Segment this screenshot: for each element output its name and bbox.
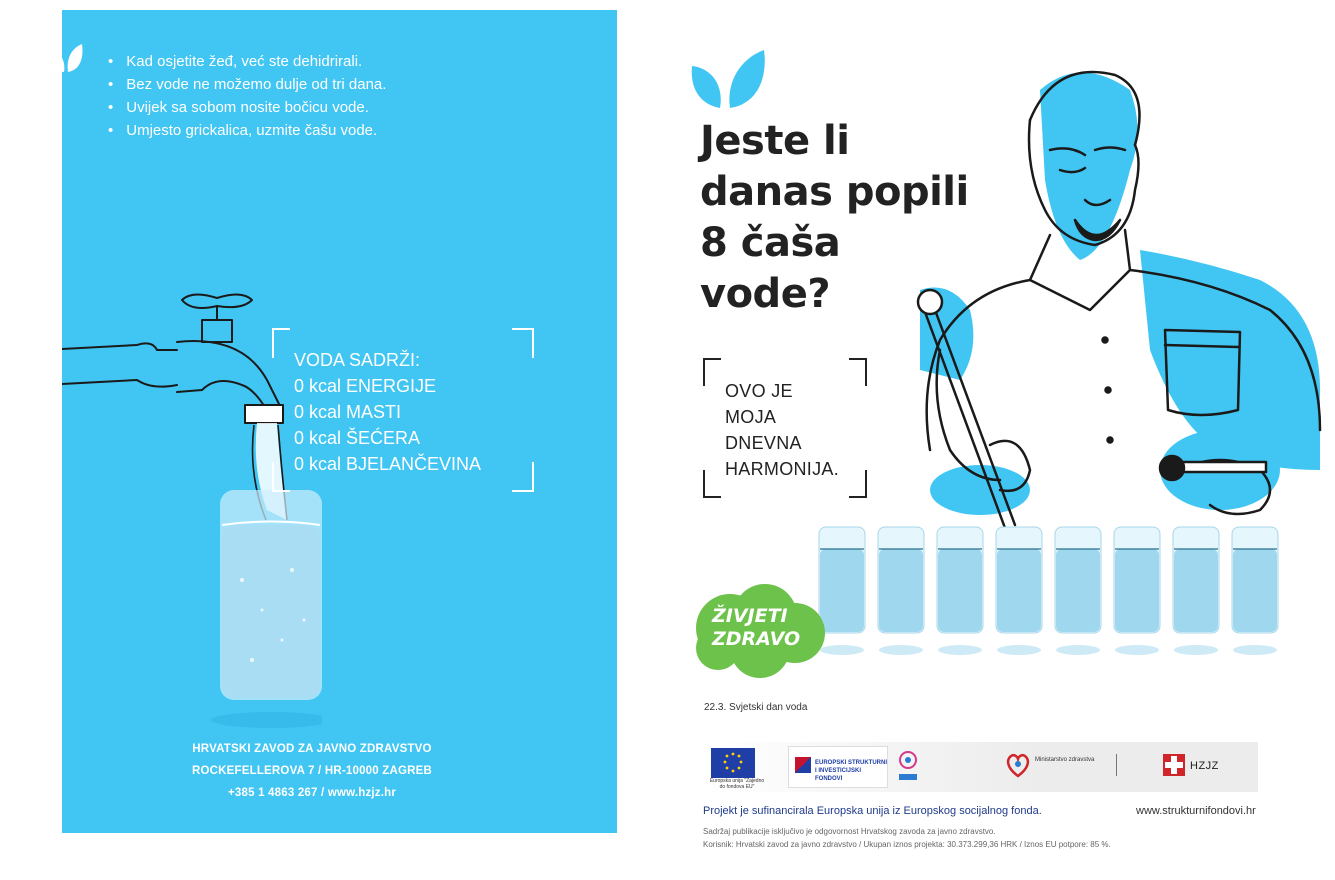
tip-item: • Bez vode ne možemo dulje od tri dana.	[108, 73, 386, 96]
disclaimer-line: Korisnik: Hrvatski zavod za javno zdravstvo / Ukupan iznos projekta: 30.373.299,36 HRK / Iznos EU potpore: 85 %.	[703, 840, 1111, 849]
nutrition-facts	[294, 347, 481, 477]
water-glass-icon	[1114, 527, 1160, 655]
esif-logo	[788, 746, 888, 788]
water-glass-icon	[996, 527, 1042, 655]
org-name: HRVATSKI ZAVOD ZA JAVNO ZDRAVSTVO	[192, 743, 432, 755]
quote-line: MOJA	[725, 407, 777, 427]
nutrition-line: 0 kcal BJELANČEVINA	[294, 454, 482, 474]
nutrition-line: 0 kcal ENERGIJE	[294, 376, 437, 396]
campaign-line: ŽIVJETI	[712, 605, 788, 627]
org-phone: +385 1 4863 267 /	[227, 787, 328, 799]
cofunding-statement: Projekt je sufinancirala Europska unija iz Europskog socijalnog fonda.	[703, 805, 1042, 817]
hydration-tips-list	[108, 50, 386, 142]
headline-line: 8 čaša	[700, 220, 841, 266]
water-glass-icon	[1232, 527, 1278, 655]
water-glass-icon	[878, 527, 924, 655]
water-glass-icon	[1173, 527, 1219, 655]
hzjz-logo-text: HZJZ	[1190, 760, 1219, 772]
partner-logo-strip	[703, 742, 1258, 792]
ministry-heart-icon	[1005, 752, 1031, 778]
quote-line: HARMONIJA.	[725, 459, 840, 479]
org-phone-line	[162, 782, 462, 804]
hzjz-cross-icon	[1163, 754, 1185, 776]
ministry-name: Ministarstvo zdravstva	[1035, 757, 1095, 763]
headline-line: Jeste li	[700, 118, 850, 164]
headline-line: vode?	[700, 271, 831, 317]
eu-flag-icon	[711, 748, 755, 778]
logo-divider	[1116, 754, 1117, 776]
project-mark-icon	[895, 748, 921, 784]
publication-disclaimer	[703, 825, 1111, 851]
org-website-link[interactable]: www.hzjz.hr	[327, 787, 397, 799]
quote-line: OVO JE	[725, 381, 793, 401]
harmony-quote	[725, 378, 839, 482]
tip-item: • Uvijek sa sobom nosite bočicu vode.	[108, 96, 386, 119]
org-contact-block	[162, 738, 462, 804]
esif-line: I INVESTICIJSKI FONDOVI	[815, 768, 862, 782]
water-glass-icon	[937, 527, 983, 655]
water-glass-icon	[1055, 527, 1101, 655]
structural-funds-link[interactable]: www.strukturnifondovi.hr	[1136, 805, 1256, 817]
tip-item: • Kad osjetite žeđ, već ste dehidrirali.	[108, 50, 386, 73]
nutrition-line: 0 kcal MASTI	[294, 402, 402, 422]
org-address: ROCKEFELLEROVA 7 / HR-10000 ZAGREB	[191, 765, 433, 777]
poster-headline	[700, 116, 1000, 320]
leaf-icon	[688, 46, 778, 110]
left-poster-page	[62, 10, 617, 833]
campaign-logo-text	[712, 605, 800, 651]
croatia-flag-icon	[795, 757, 811, 773]
campaign-line: ZDRAVO	[712, 628, 801, 650]
nutrition-title: VODA SADRŽI:	[294, 350, 421, 370]
tip-item: • Umjesto grickalica, uzmite čašu vode.	[108, 119, 386, 142]
headline-line: danas popili	[700, 169, 969, 215]
world-water-day-label: 22.3. Svjetski dan voda	[704, 702, 808, 713]
disclaimer-line: Sadržaj publikacije isključivo je odgovornost Hrvatskog zavoda za javno zdravstvo.	[703, 827, 996, 836]
water-glasses-row	[815, 525, 1285, 675]
leaf-icon	[62, 40, 86, 74]
eu-caption: Europska unija "Zajedno do fondova EU"	[709, 778, 765, 790]
quote-line: DNEVNA	[725, 433, 802, 453]
esif-line: EUROPSKI STRUKTURNI	[815, 760, 888, 766]
nutrition-line: 0 kcal ŠEĆERA	[294, 428, 421, 448]
